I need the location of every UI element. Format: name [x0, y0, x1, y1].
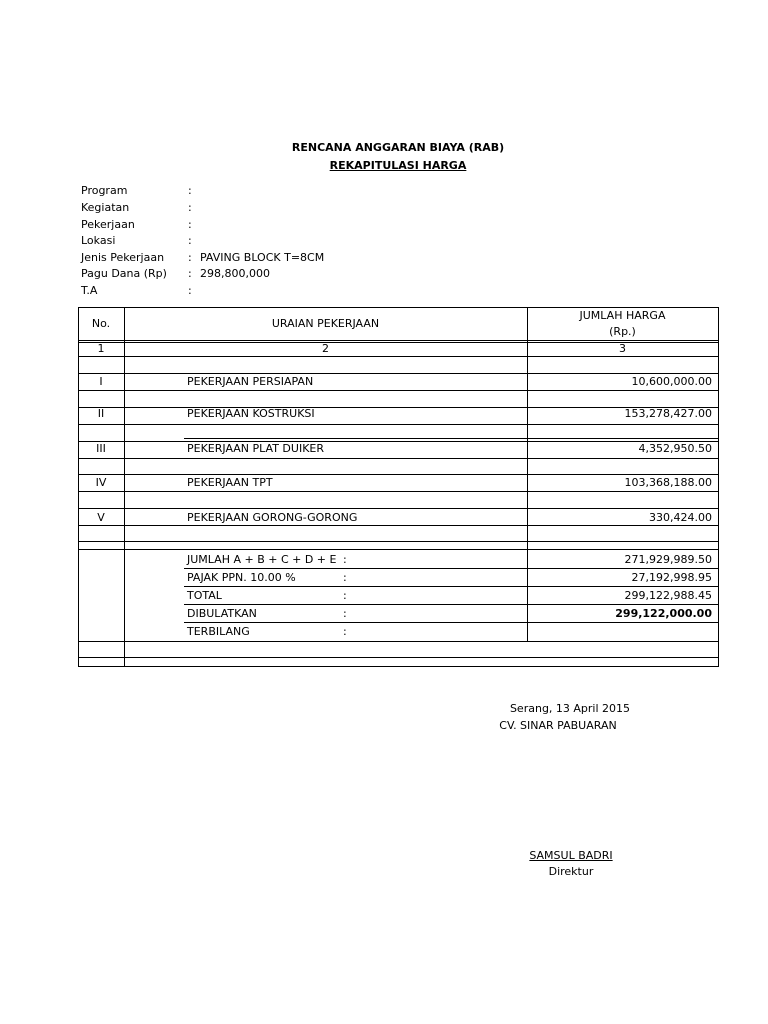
- table-divider: [78, 356, 719, 357]
- column-number: 1: [97, 342, 105, 355]
- table-divider: [78, 424, 719, 425]
- info-colon: :: [188, 234, 192, 247]
- info-value-jenis-pekerjaan: PAVING BLOCK T=8CM: [200, 251, 325, 264]
- table-divider: [78, 525, 719, 526]
- row-no: III: [96, 442, 106, 455]
- signer-name: SAMSUL BADRI: [529, 849, 613, 862]
- column-header-jumlah: JUMLAH HARGA: [579, 309, 666, 322]
- table-divider: [78, 508, 719, 509]
- column-header-jumlah-unit: (Rp.): [609, 325, 636, 338]
- info-colon: :: [188, 251, 192, 264]
- table-border-right: [718, 307, 719, 667]
- table-divider: [78, 340, 719, 341]
- row-no: II: [97, 407, 105, 420]
- table-divider: [184, 604, 719, 605]
- info-colon: :: [188, 201, 192, 214]
- info-label-lokasi: Lokasi: [81, 234, 116, 247]
- row-jumlah: 153,278,427.00: [624, 407, 712, 420]
- table-divider: [78, 458, 719, 459]
- summary-label: TERBILANG: [187, 625, 250, 638]
- summary-label: PAJAK PPN. 10.00 %: [187, 571, 296, 584]
- summary-label: TOTAL: [187, 589, 222, 602]
- info-colon: :: [188, 267, 192, 280]
- document-subtitle: REKAPITULASI HARGA: [329, 159, 467, 172]
- column-number: 2: [322, 342, 329, 355]
- table-divider: [78, 390, 719, 391]
- table-border-top: [78, 307, 719, 308]
- info-colon: :: [188, 218, 192, 231]
- summary-value: 299,122,988.45: [624, 589, 712, 602]
- summary-colon: :: [343, 571, 347, 584]
- row-jumlah: 103,368,188.00: [624, 476, 712, 489]
- table-divider: [184, 438, 719, 439]
- summary-colon: :: [343, 607, 347, 620]
- table-divider: [184, 622, 719, 623]
- info-label-jenis-pekerjaan: Jenis Pekerjaan: [81, 251, 165, 264]
- table-divider: [78, 491, 719, 492]
- info-label-pagu-dana: Pagu Dana (Rp): [81, 267, 167, 280]
- column-header-no: No.: [91, 317, 111, 330]
- document-title: RENCANA ANGGARAN BIAYA (RAB): [291, 141, 505, 154]
- info-colon: :: [188, 184, 192, 197]
- info-label-program: Program: [81, 184, 128, 197]
- summary-label: JUMLAH A + B + C + D + E: [187, 553, 337, 566]
- summary-value-rounded: 299,122,000.00: [615, 607, 712, 620]
- summary-label: DIBULATKAN: [187, 607, 257, 620]
- table-divider: [78, 541, 719, 542]
- row-jumlah: 4,352,950.50: [638, 442, 712, 455]
- signer-position: Direktur: [548, 865, 594, 878]
- table-divider: [124, 307, 125, 667]
- row-jumlah: 330,424.00: [649, 511, 712, 524]
- summary-colon: :: [343, 589, 347, 602]
- info-label-pekerjaan: Pekerjaan: [81, 218, 135, 231]
- row-no: IV: [95, 476, 107, 489]
- place-date: Serang, 13 April 2015: [509, 702, 631, 715]
- info-label-ta: T.A: [81, 284, 98, 297]
- table-divider: [78, 641, 719, 642]
- row-uraian: PEKERJAAN GORONG-GORONG: [187, 511, 358, 524]
- table-divider: [78, 549, 719, 550]
- row-no: I: [99, 375, 103, 388]
- info-label-kegiatan: Kegiatan: [81, 201, 130, 214]
- column-number: 3: [619, 342, 626, 355]
- summary-value: 271,929,989.50: [624, 553, 712, 566]
- table-divider: [78, 474, 719, 475]
- summary-value: 27,192,998.95: [631, 571, 712, 584]
- row-jumlah: 10,600,000.00: [631, 375, 712, 388]
- company-name: CV. SINAR PABUARAN: [499, 719, 617, 732]
- info-colon: :: [188, 284, 192, 297]
- row-uraian: PEKERJAAN PLAT DUIKER: [187, 442, 324, 455]
- table-border-bottom: [78, 666, 719, 667]
- row-uraian: PEKERJAAN TPT: [187, 476, 273, 489]
- table-divider: [184, 586, 719, 587]
- column-header-uraian: URAIAN PEKERJAAN: [271, 317, 380, 330]
- table-divider: [78, 373, 719, 374]
- row-uraian: PEKERJAAN KOSTRUKSI: [187, 407, 315, 420]
- table-divider: [184, 568, 719, 569]
- summary-colon: :: [343, 553, 347, 566]
- row-uraian: PEKERJAAN PERSIAPAN: [187, 375, 314, 388]
- row-no: V: [97, 511, 105, 524]
- table-divider: [78, 657, 719, 658]
- info-value-pagu-dana: 298,800,000: [200, 267, 270, 280]
- summary-colon: :: [343, 625, 347, 638]
